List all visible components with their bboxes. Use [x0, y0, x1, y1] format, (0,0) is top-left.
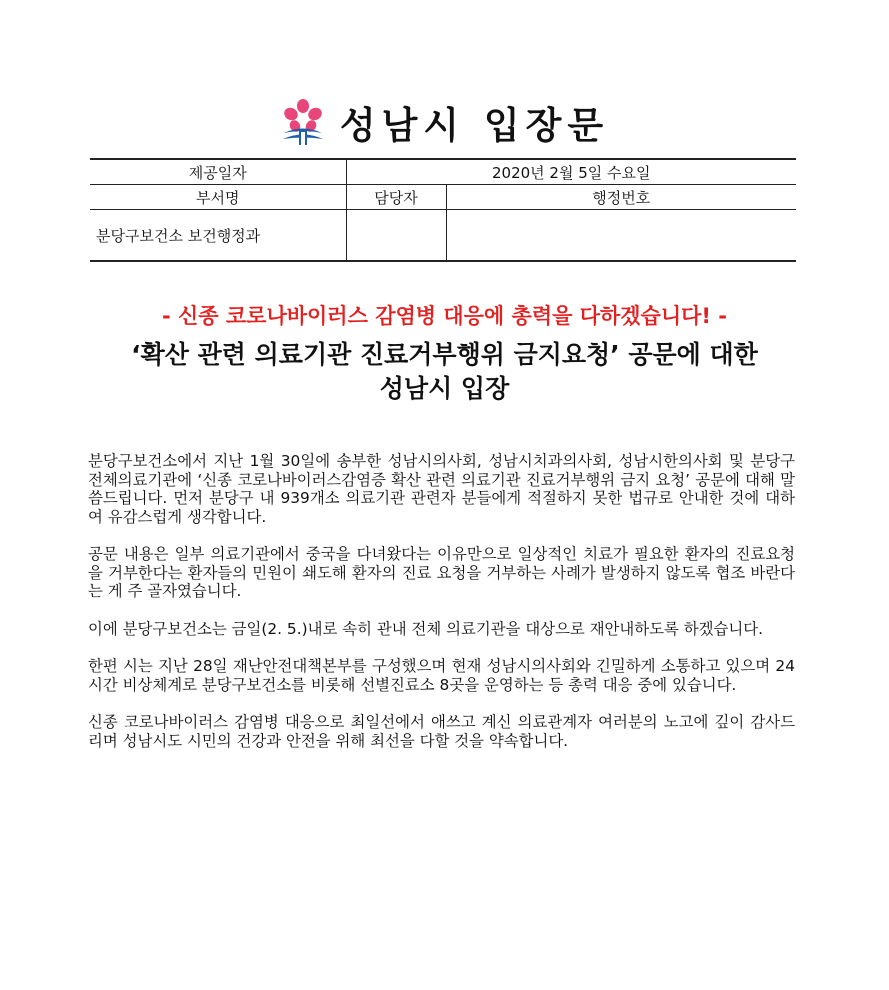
date-value: 2020년 2월 5일 수요일 — [346, 159, 796, 185]
manager-value — [346, 210, 446, 262]
body-paragraph: 신종 코로나바이러스 감염병 대응으로 최일선에서 애쓰고 계신 의료관계자 여러분의 노고에 깊이 감사드리며 성남시도 시민의 건강과 안전을 위해 최선을 다할 것을 약속합니다. — [88, 713, 795, 750]
body-paragraph: 한편 시는 지난 28일 재난안전대책본부를 구성했으며 현재 성남시의사회와 긴밀하게 소통하고 있으며 24시간 비상체계로 분당구보건소를 비롯해 선별진료소 8곳을 운영하는 등 총력 대응 중에 있습니다. — [88, 657, 795, 694]
admin-number-label: 행정번호 — [446, 185, 796, 210]
headline — [0, 338, 889, 406]
manager-label: 담당자 — [346, 185, 446, 210]
dept-value: 분당구보건소 보건행정과 — [90, 210, 346, 262]
table-row — [90, 185, 796, 210]
dept-label: 부서명 — [90, 185, 346, 210]
statement-body — [88, 452, 795, 769]
date-label: 제공일자 — [90, 159, 346, 185]
admin-number-value — [446, 210, 796, 262]
info-table — [90, 158, 796, 262]
headline-line-1: ‘확산 관련 의료기관 진료거부행위 금지요청’ 공문에 대한 — [131, 340, 758, 369]
table-row — [90, 159, 796, 185]
body-paragraph: 분당구보건소에서 지난 1월 30일에 송부한 성남시의사회, 성남시치과의사회, 성남시한의사회 및 분당구 전체의료기관에 ‘신종 코로나바이러스감염증 확산 관련 의료기관 진료거부행위 금지 요청’ 공문에 대해 말씀드립니다. 먼저 분당구 내 939개소 의료기관 관련자 분들에게 적절하지 못한 법규로 안내한 것에 대하여 유감스럽게 생각합니다. — [88, 452, 795, 526]
document-header — [0, 92, 889, 152]
page-title: 성남시 입장문 — [339, 104, 610, 147]
table-row — [90, 210, 796, 262]
slogan: - 신종 코로나바이러스 감염병 대응에 총력을 다하겠습니다! - — [161, 304, 728, 328]
body-paragraph: 이에 분당구보건소는 금일(2. 5.)내로 속히 관내 전체 의료기관을 대상으로 재안내하도록 하겠습니다. — [88, 619, 764, 638]
body-paragraph: 공문 내용은 일부 의료기관에서 중국을 다녀왔다는 이유만으로 일상적인 치료가 필요한 환자의 진료요청을 거부한다는 환자들의 민원이 쇄도해 환자의 진료 요청을 거부하는 사례가 발생하지 않도록 협조 바란다는 게 주 골자였습니다. — [88, 545, 795, 600]
seongnam-city-emblem-icon — [280, 97, 326, 147]
headline-line-2: 성남시 입장 — [379, 374, 510, 403]
